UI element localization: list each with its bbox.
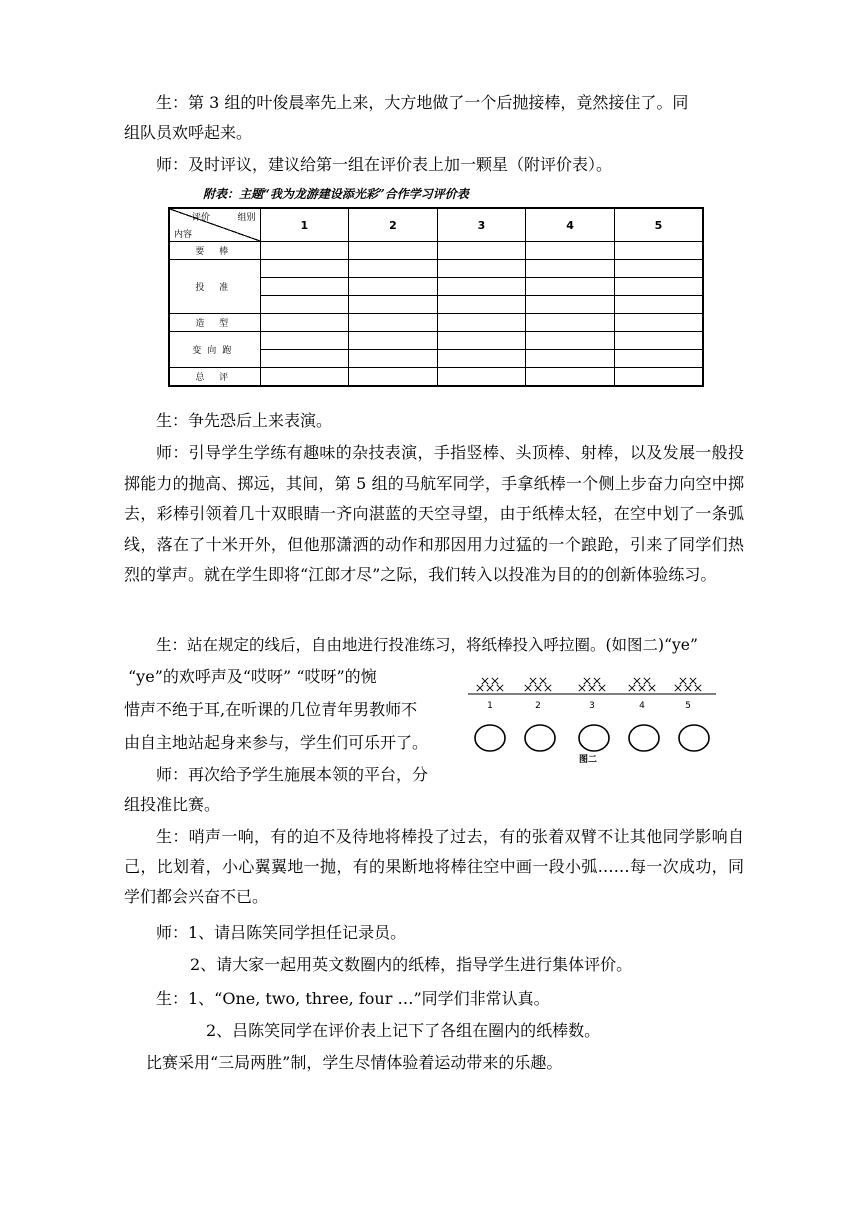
table-cell: [526, 296, 615, 314]
column-header: 1: [260, 208, 349, 242]
table-cell: [614, 296, 703, 314]
table-cell: [614, 278, 703, 296]
table-cell: [526, 278, 615, 296]
paragraph-2: 师：及时评议，建议给第一组在评价表上加一颗星（附评价表）。: [156, 155, 613, 174]
paragraph-8: 师：1、请吕陈笑同学担任记录员。: [156, 923, 407, 942]
table-cell: [437, 314, 526, 332]
table-cell: [437, 296, 526, 314]
table-cell: [260, 368, 349, 387]
table-row: [169, 368, 703, 387]
table-header-row: [169, 208, 703, 242]
figure-caption: 图二: [578, 755, 598, 765]
table-cell: [526, 242, 615, 260]
table-cell: [260, 242, 349, 260]
table-cell: [526, 350, 615, 368]
corner-label-content: 内容: [174, 230, 193, 240]
group-label-5: 5: [685, 701, 691, 711]
table-cell: [260, 278, 349, 296]
table-row: [169, 260, 703, 278]
table-cell: [349, 242, 438, 260]
paragraph-1-line-1: 生：第 3 组的叶俊晨率先上来，大方地做了一个后抛接棒，竟然接住了。同: [156, 93, 689, 112]
table-row: [169, 242, 703, 260]
table-cell: [260, 314, 349, 332]
table-cell: [614, 332, 703, 350]
table-cell: [614, 350, 703, 368]
table-cell: [349, 278, 438, 296]
paragraph-1-line-2: 组队员欢呼起来。: [124, 123, 253, 142]
paragraph-11: 2、吕陈笑同学在评价表上记下了各组在圈内的纸棒数。: [206, 1021, 601, 1040]
group-number-labels: [487, 701, 691, 711]
table-cell: [437, 368, 526, 387]
paragraph-5-line-2: “ye”的欢呼声及“哎呀” “哎呀”的惋: [128, 667, 377, 686]
table-cell: [260, 350, 349, 368]
student-marks: [477, 678, 701, 691]
table-cell: [437, 260, 526, 278]
table-row: [169, 314, 703, 332]
column-header: 5: [614, 208, 703, 242]
hoop-5: [679, 725, 709, 751]
table-corner-cell: [169, 208, 260, 242]
paragraph-5-line-1: 生：站在规定的线后，自由地进行投准练习，将纸棒投入呼拉圈。(如图二)“ye”: [156, 636, 698, 654]
table-cell: [260, 332, 349, 350]
table-cell: [614, 242, 703, 260]
table-cell: [437, 332, 526, 350]
paragraph-9: 2、请大家一起用英文数圈内的纸棒，指导学生进行集体评价。: [190, 955, 633, 974]
table-cell: [526, 332, 615, 350]
row-header: 造 型: [169, 314, 260, 332]
paragraph-10: 生：1、“One, two, three, four …”同学们非常认真。: [156, 989, 550, 1008]
paragraph-5-line-3: 惜声不绝于耳,在听课的几位青年男教师不: [124, 700, 418, 719]
column-header: 2: [349, 208, 438, 242]
row-header: 投 准: [169, 260, 260, 314]
table-cell: [349, 368, 438, 387]
table-row: [169, 332, 703, 350]
row-header: 总 评: [169, 368, 260, 387]
paragraph-4: 师：引导学生学练有趣味的杂技表演，手指竖棒、头顶棒、射棒，以及发展一般投掷能力的抛高、掷远，其间，第 5 组的马航军同学，手拿纸棒一个侧上步奋力向空中掷去，彩棒引领着几十双眼睛一齐向湛蓝的天空寻望，由于纸棒太轻，在空中划了一条弧线，落在了十米开外，但他那潇洒的动作和那因用力过猛的一个踉跄，引来了同学们热烈的掌声。就在学生即将“江郎才尽”之际，我们转入以投准为目的的创新体验练习。: [124, 443, 744, 584]
paragraph-12: 比赛采用“三局两胜”制，学生尽情体验着运动带来的乐趣。: [146, 1053, 563, 1072]
corner-label-group: 组别: [237, 213, 256, 223]
table-cell: [349, 350, 438, 368]
table-cell: [349, 296, 438, 314]
hula-hoops: [475, 725, 709, 751]
group-label-2: 2: [535, 701, 541, 711]
group-label-3: 3: [589, 701, 595, 711]
evaluation-table: [168, 207, 704, 387]
table-cell: [260, 260, 349, 278]
hoop-3: [579, 725, 609, 751]
group-label-1: 1: [487, 701, 493, 711]
table-cell: [614, 260, 703, 278]
table-title: 附表：主题“我为龙游建设添光彩”合作学习评价表: [203, 187, 469, 201]
table-cell: [349, 314, 438, 332]
row-header: 变向跑: [169, 332, 260, 368]
column-header: 4: [526, 208, 615, 242]
paragraph-5-line-4: 由自主地站起身来参与，学生们可乐开了。: [124, 733, 429, 752]
table-cell: [526, 368, 615, 387]
figure-2-diagram: [462, 670, 722, 770]
table-cell: [526, 314, 615, 332]
paragraph-7: 生：哨声一响，有的迫不及待地将棒投了过去，有的张着双臂不让其他同学影响自己，比划着，小心翼翼地一抛，有的果断地将棒往空中画一段小弧……每一次成功，同学们都会兴奋不已。: [124, 827, 744, 906]
row-header: 要 棒: [169, 242, 260, 260]
corner-label-evaluation: 评价: [192, 213, 211, 223]
table-cell: [614, 314, 703, 332]
group-label-4: 4: [639, 701, 645, 711]
column-header: 3: [437, 208, 526, 242]
table-cell: [349, 332, 438, 350]
table-cell: [437, 350, 526, 368]
table-cell: [437, 278, 526, 296]
table-cell: [437, 242, 526, 260]
table-cell: [349, 260, 438, 278]
table-cell: [526, 260, 615, 278]
paragraph-3: 生：争先恐后上来表演。: [156, 411, 333, 430]
table-cell: [260, 296, 349, 314]
hoop-2: [525, 725, 555, 751]
paragraph-6-line-2: 组投准比赛。: [124, 795, 221, 814]
table-cell: [614, 368, 703, 387]
hoop-1: [475, 725, 505, 751]
hoop-4: [629, 725, 659, 751]
paragraph-6-line-1: 师：再次给予学生施展本领的平台，分: [156, 765, 429, 784]
